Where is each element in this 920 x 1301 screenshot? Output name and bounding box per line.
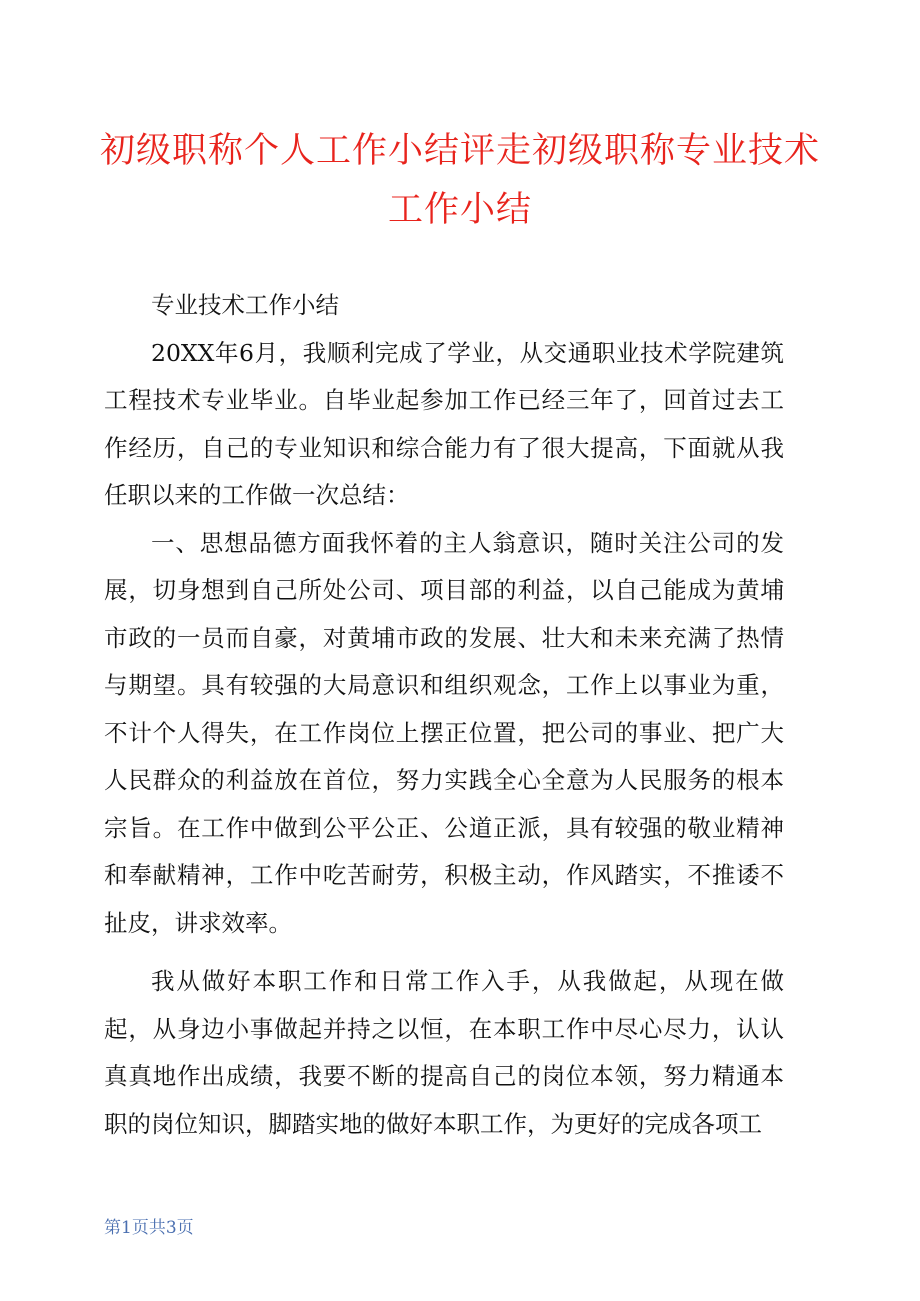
paragraph-work-attitude: 我从做好本职工作和日常工作入手，从我做起，从现在做起，从身边小事做起并持之以恒，在本职工作中尽心尽力，认认真真地作出成绩，我要不断的提高自己的岗位本领，努力精通本职的岗位知识，脚踏实地的做好本职工作，为更好的完成各项工: [104, 967, 784, 1138]
document-body: [104, 282, 784, 1148]
page-number-footer: 第1页共3页: [104, 1218, 194, 1238]
paragraph-intro: 20XX年6月，我顺利完成了学业，从交通职业技术学院建筑工程技术专业毕业。自毕业起参加工作已经三年了，回首过去工作经历，自己的专业知识和综合能力有了很大提高，下面就从我任职以来的工作做一次总结：: [104, 338, 784, 509]
paragraph-moral-character: 一、思想品德方面我怀着的主人翁意识，随时关注公司的发展，切身想到自己所处公司、项目部的利益，以自己能成为黄埔市政的一员而自豪，对黄埔市政的发展、壮大和未来充满了热情与期望。具有较强的大局意识和组织观念，工作上以事业为重，不计个人得失，在工作岗位上摆正位置，把公司的事业、把广大人民群众的利益放在首位，努力实践全心全意为人民服务的根本宗旨。在工作中做到公平公正、公道正派，具有较强的敬业精神和奉献精神，工作中吃苦耐劳，积极主动，作风踏实，不推诿不扯皮，讲求效率。: [104, 528, 784, 937]
document-title: 初级职称个人工作小结评走初级职称专业技术工作小结: [99, 131, 820, 230]
paragraph-heading: 专业技术工作小结: [151, 291, 339, 319]
